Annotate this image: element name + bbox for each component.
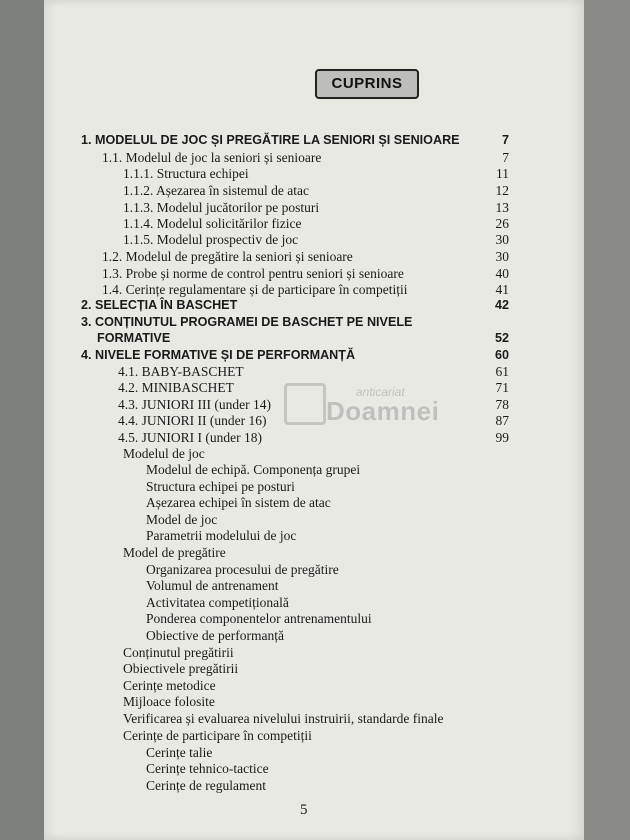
- toc-entry-title: Activitatea competițională: [146, 595, 289, 610]
- toc-entry: [44, 728, 584, 744]
- toc-entry-title: Modelul de joc: [123, 446, 205, 461]
- toc-entry: [44, 694, 584, 710]
- toc-entry: [44, 678, 584, 694]
- toc-entry: [44, 232, 584, 248]
- toc-entry-title: 1.2. Modelul de pregătire la seniori și senioare: [102, 249, 353, 264]
- toc-entry-title: Structura echipei pe posturi: [146, 479, 295, 494]
- toc-entry-page: 26: [495, 216, 509, 231]
- toc-entry-page: 7: [502, 150, 509, 165]
- toc-entry: [44, 249, 584, 265]
- watermark-logo: [284, 383, 444, 433]
- toc-entry: [44, 446, 584, 462]
- toc-entry-title: 1.1.3. Modelul jucătorilor pe posturi: [123, 200, 320, 215]
- toc-entry: [44, 330, 584, 346]
- toc-entry-title: Cerințe metodice: [123, 678, 216, 693]
- toc-entry-title: 1.3. Probe și norme de control pentru seniori și senioare: [102, 266, 404, 281]
- toc-entry: [44, 347, 584, 363]
- toc-entry-title: Parametrii modelului de joc: [146, 528, 297, 543]
- toc-entry-page: 71: [495, 380, 509, 395]
- toc-entry-page: 78: [495, 397, 509, 412]
- toc-entry-title: Cerințe de regulament: [146, 778, 266, 793]
- toc-entry-page: 99: [495, 430, 509, 445]
- toc-entry-title: 1.1.5. Modelul prospectiv de joc: [123, 232, 299, 247]
- toc-entry-title: Obiective de performanță: [146, 628, 284, 643]
- toc-entry-title: Organizarea procesului de pregătire: [146, 562, 339, 577]
- toc-entry-title: 4.1. BABY-BASCHET: [118, 364, 244, 379]
- toc-entry: [44, 216, 584, 232]
- book-page: [44, 0, 584, 840]
- toc-entry-title: Modelul de echipă. Componența grupei: [146, 462, 361, 477]
- toc-entry-title: Cerințe tehnico-tactice: [146, 761, 269, 776]
- toc-entry-title: Obiectivele pregătirii: [123, 661, 239, 676]
- toc-entry: [44, 183, 584, 199]
- toc-entry-page: 41: [495, 282, 509, 297]
- toc-entry: [44, 297, 584, 313]
- toc-entry: [44, 364, 584, 380]
- toc-entry-title: 3. CONȚINUTUL PROGRAMEI DE BASCHET PE NIVELE: [81, 315, 413, 329]
- toc-entry: [44, 282, 584, 298]
- toc-entry-page: 11: [496, 166, 509, 181]
- book-logo-icon: [284, 383, 326, 425]
- toc-entry-title: 1.4. Cerințe regulamentare și de participare în competiții: [102, 282, 408, 297]
- toc-entry-title: 4.2. MINIBASCHET: [118, 380, 234, 395]
- toc-entry-title: Așezarea echipei în sistem de atac: [146, 495, 331, 510]
- toc-entry-title: 1.1. Modelul de joc la seniori și senioare: [102, 150, 322, 165]
- toc-entry-title: Cerințe talie: [146, 745, 213, 760]
- toc-entry-title: Verificarea și evaluarea nivelului instruirii, standarde finale: [123, 711, 444, 726]
- toc-entry-page: 13: [495, 200, 509, 215]
- toc-entry-page: 87: [495, 413, 509, 428]
- toc-entry: [44, 711, 584, 727]
- toc-entry-page: 60: [494, 348, 509, 362]
- toc-entry: [44, 479, 584, 495]
- toc-entry: [44, 545, 584, 561]
- toc-entry: [44, 150, 584, 166]
- toc-entry-title: 1. MODELUL DE JOC ȘI PREGĂTIRE LA SENIORI ȘI SENIOARE: [81, 133, 460, 147]
- page-number: 5: [300, 802, 308, 818]
- toc-entry: [44, 562, 584, 578]
- toc-entry-title: Ponderea componentelor antrenamentului: [146, 611, 372, 626]
- background-edge: [584, 0, 630, 840]
- toc-entry-title: Model de joc: [146, 512, 218, 527]
- toc-entry: [44, 314, 584, 330]
- toc-entry: [44, 628, 584, 644]
- toc-entry-page: 30: [495, 249, 509, 264]
- toc-entry: [44, 761, 584, 777]
- toc-entry: [44, 661, 584, 677]
- toc-entry-title: 1.1.4. Modelul solicitărilor fizice: [123, 216, 302, 231]
- watermark-big-text: Doamnei: [326, 396, 440, 426]
- toc-entry-title: Cerințe de participare în competiții: [123, 728, 312, 743]
- toc-entry-page: 12: [495, 183, 509, 198]
- toc-entry-title: FORMATIVE: [97, 331, 171, 345]
- toc-entry: [44, 132, 584, 148]
- toc-entry-page: 30: [495, 232, 509, 247]
- toc-entry-page: 61: [495, 364, 509, 379]
- toc-entry-title: 4. NIVELE FORMATIVE ȘI DE PERFORMANȚĂ: [81, 348, 356, 362]
- toc-entry-title: Mijloace folosite: [123, 694, 215, 709]
- toc-entry: [44, 462, 584, 478]
- toc-entry-page: 52: [494, 331, 509, 345]
- toc-entry-title: 4.3. JUNIORI III (under 14): [118, 397, 271, 412]
- toc-entry: [44, 495, 584, 511]
- toc-entry-title: Volumul de antrenament: [146, 578, 279, 593]
- toc-entry-title: 1.1.2. Așezarea în sistemul de atac: [123, 183, 309, 198]
- toc-entry-title: 1.1.1. Structura echipei: [123, 166, 249, 181]
- toc-entry-page: 7: [501, 133, 509, 147]
- toc-entry: [44, 578, 584, 594]
- toc-entry-title: 4.5. JUNIORI I (under 18): [118, 430, 262, 445]
- toc-entry-page: 40: [495, 266, 509, 281]
- toc-entry-page: 42: [494, 298, 509, 312]
- toc-entry-title: 2. SELECȚIA ÎN BASCHET: [81, 298, 238, 312]
- toc-entry: [44, 745, 584, 761]
- toc-entry-title: Model de pregătire: [123, 545, 226, 560]
- toc-entry: [44, 512, 584, 528]
- toc-entry: [44, 645, 584, 661]
- contents-title: CUPRINS: [315, 69, 419, 99]
- toc-entry: [44, 528, 584, 544]
- toc-entry: [44, 200, 584, 216]
- toc-entry: [44, 166, 584, 182]
- toc-entry: [44, 266, 584, 282]
- toc-entry-title: 4.4. JUNIORI II (under 16): [118, 413, 267, 428]
- toc-entry: [44, 595, 584, 611]
- toc-entry: [44, 611, 584, 627]
- watermark-small-text: anticariat: [356, 385, 405, 399]
- toc-entry-title: Conținutul pregătirii: [123, 645, 234, 660]
- toc-entry: [44, 778, 584, 794]
